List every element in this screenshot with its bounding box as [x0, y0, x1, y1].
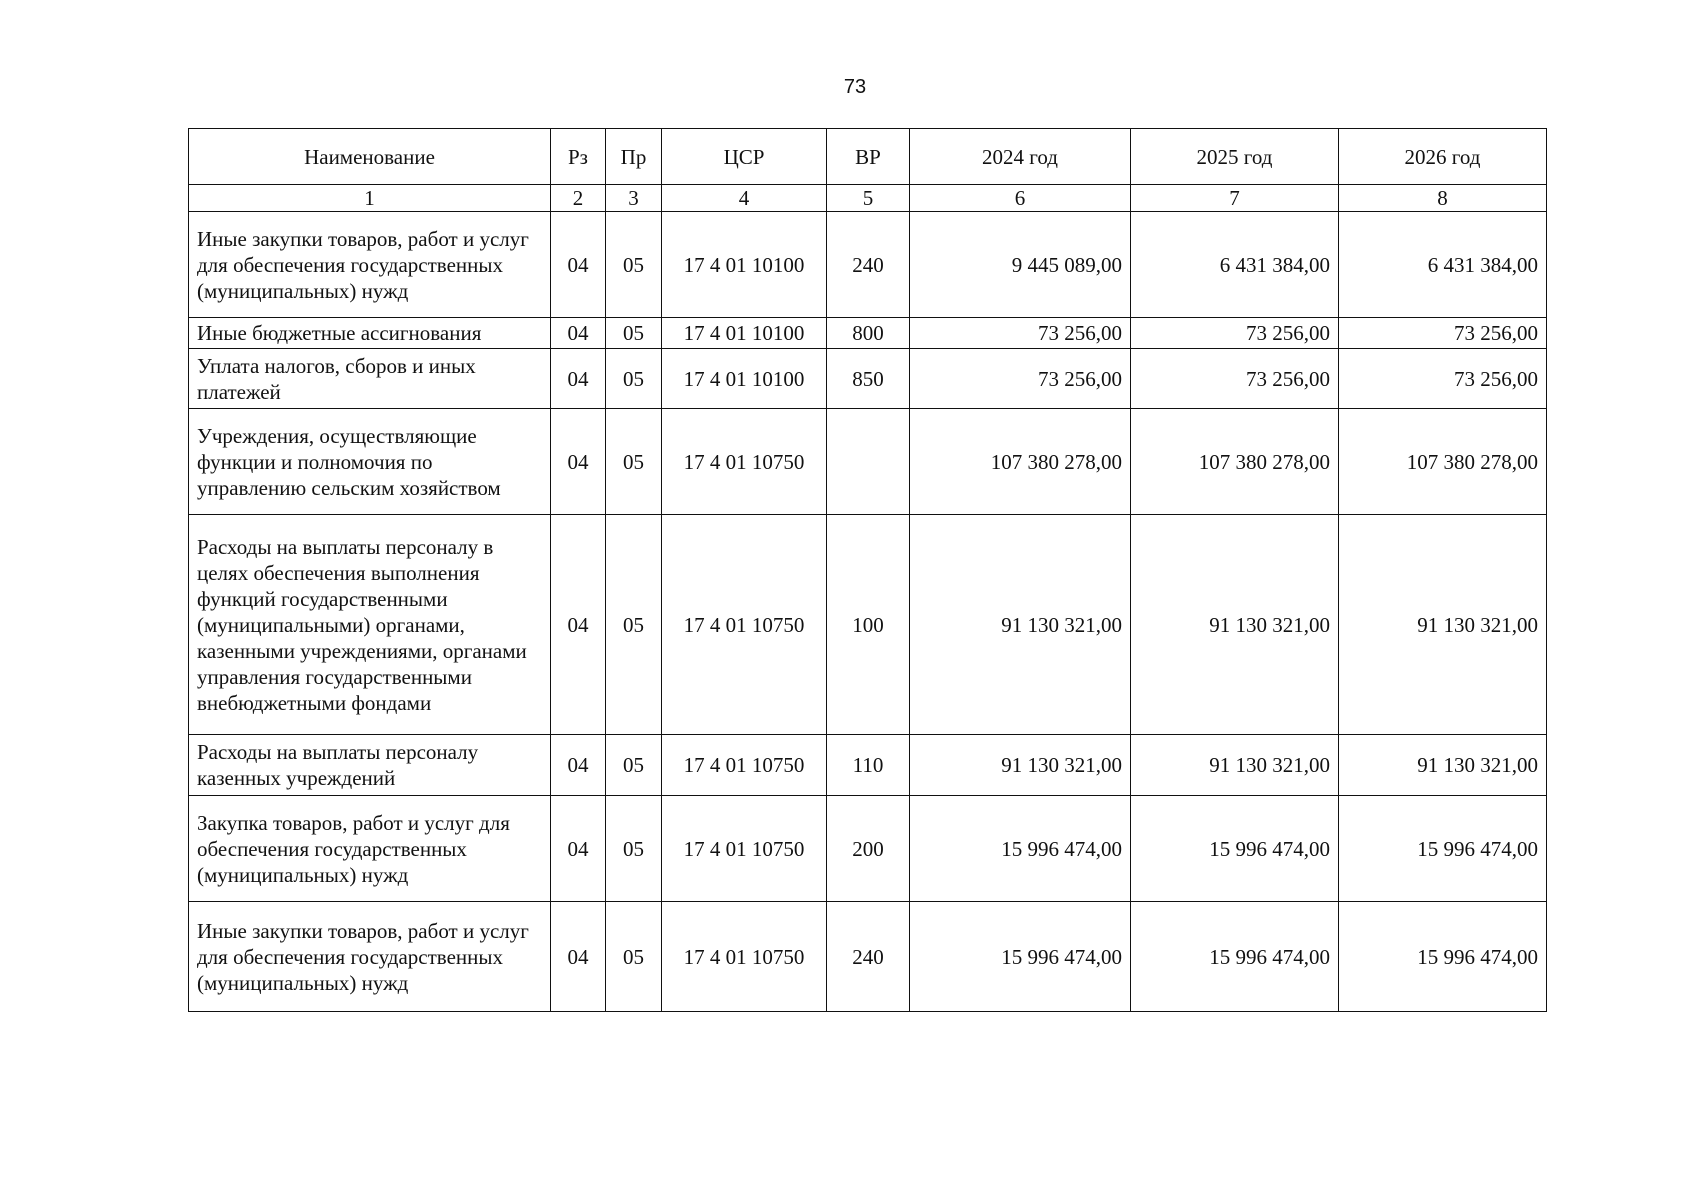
- row-pr: 05: [606, 902, 662, 1012]
- row-name: Иные закупки товаров, работ и услуг для обеспечения государственных (муниципальных) нужд: [189, 902, 551, 1012]
- row-csr: 17 4 01 10100: [662, 349, 827, 409]
- row-name: Уплата налогов, сборов и иных платежей: [189, 349, 551, 409]
- row-rz: 04: [551, 409, 606, 515]
- column-number: 1: [189, 185, 551, 212]
- row-name: Учреждения, осуществляющие функции и полномочия по управлению сельским хозяйством: [189, 409, 551, 515]
- row-pr: 05: [606, 318, 662, 349]
- header-2024: 2024 год: [910, 129, 1131, 185]
- row-amount-2025: 15 996 474,00: [1131, 902, 1339, 1012]
- page-number: 73: [843, 76, 867, 98]
- table-row: [189, 735, 1547, 796]
- budget-table: [188, 128, 1547, 1012]
- row-csr: 17 4 01 10750: [662, 796, 827, 902]
- header-2025: 2025 год: [1131, 129, 1339, 185]
- row-name: Иные закупки товаров, работ и услуг для обеспечения государственных (муниципальных) нужд: [189, 212, 551, 318]
- row-vr: 200: [827, 796, 910, 902]
- row-amount-2026: 73 256,00: [1339, 318, 1547, 349]
- row-vr: 240: [827, 212, 910, 318]
- column-number: 2: [551, 185, 606, 212]
- row-amount-2026: 6 431 384,00: [1339, 212, 1547, 318]
- table-row: [189, 515, 1547, 735]
- row-amount-2026: 91 130 321,00: [1339, 515, 1547, 735]
- row-rz: 04: [551, 318, 606, 349]
- row-name: Расходы на выплаты персоналу казенных учреждений: [189, 735, 551, 796]
- table-row: [189, 796, 1547, 902]
- header-vr: ВР: [827, 129, 910, 185]
- row-amount-2025: 107 380 278,00: [1131, 409, 1339, 515]
- row-pr: 05: [606, 409, 662, 515]
- column-number: 8: [1339, 185, 1547, 212]
- row-pr: 05: [606, 349, 662, 409]
- row-rz: 04: [551, 349, 606, 409]
- row-pr: 05: [606, 212, 662, 318]
- row-amount-2024: 107 380 278,00: [910, 409, 1131, 515]
- table-row: [189, 212, 1547, 318]
- row-csr: 17 4 01 10750: [662, 515, 827, 735]
- row-amount-2025: 15 996 474,00: [1131, 796, 1339, 902]
- header-rz: Рз: [551, 129, 606, 185]
- column-number: 4: [662, 185, 827, 212]
- row-amount-2026: 15 996 474,00: [1339, 902, 1547, 1012]
- table-row: [189, 902, 1547, 1012]
- column-number: 3: [606, 185, 662, 212]
- row-vr: 850: [827, 349, 910, 409]
- column-number: 5: [827, 185, 910, 212]
- row-amount-2024: 91 130 321,00: [910, 515, 1131, 735]
- row-rz: 04: [551, 515, 606, 735]
- row-amount-2024: 73 256,00: [910, 349, 1131, 409]
- row-rz: 04: [551, 902, 606, 1012]
- row-amount-2025: 6 431 384,00: [1131, 212, 1339, 318]
- row-amount-2026: 15 996 474,00: [1339, 796, 1547, 902]
- row-vr: [827, 409, 910, 515]
- row-amount-2024: 9 445 089,00: [910, 212, 1131, 318]
- column-number: 6: [910, 185, 1131, 212]
- row-vr: 240: [827, 902, 910, 1012]
- table-row: [189, 318, 1547, 349]
- row-amount-2025: 73 256,00: [1131, 349, 1339, 409]
- row-vr: 100: [827, 515, 910, 735]
- row-csr: 17 4 01 10100: [662, 212, 827, 318]
- row-rz: 04: [551, 735, 606, 796]
- row-amount-2025: 91 130 321,00: [1131, 735, 1339, 796]
- header-csr: ЦСР: [662, 129, 827, 185]
- row-amount-2026: 107 380 278,00: [1339, 409, 1547, 515]
- column-number-row: [189, 185, 1547, 212]
- row-rz: 04: [551, 212, 606, 318]
- row-name: Иные бюджетные ассигнования: [189, 318, 551, 349]
- header-name: Наименование: [189, 129, 551, 185]
- header-pr: Пр: [606, 129, 662, 185]
- row-pr: 05: [606, 796, 662, 902]
- row-pr: 05: [606, 515, 662, 735]
- row-amount-2025: 91 130 321,00: [1131, 515, 1339, 735]
- header-2026: 2026 год: [1339, 129, 1547, 185]
- row-csr: 17 4 01 10750: [662, 735, 827, 796]
- row-amount-2025: 73 256,00: [1131, 318, 1339, 349]
- row-csr: 17 4 01 10750: [662, 902, 827, 1012]
- table-row: [189, 349, 1547, 409]
- row-vr: 110: [827, 735, 910, 796]
- row-csr: 17 4 01 10100: [662, 318, 827, 349]
- row-amount-2026: 73 256,00: [1339, 349, 1547, 409]
- row-vr: 800: [827, 318, 910, 349]
- row-rz: 04: [551, 796, 606, 902]
- row-amount-2024: 73 256,00: [910, 318, 1131, 349]
- header-row: [189, 129, 1547, 185]
- row-pr: 05: [606, 735, 662, 796]
- row-csr: 17 4 01 10750: [662, 409, 827, 515]
- row-amount-2024: 15 996 474,00: [910, 796, 1131, 902]
- row-amount-2024: 91 130 321,00: [910, 735, 1131, 796]
- table-row: [189, 409, 1547, 515]
- column-number: 7: [1131, 185, 1339, 212]
- row-amount-2024: 15 996 474,00: [910, 902, 1131, 1012]
- row-amount-2026: 91 130 321,00: [1339, 735, 1547, 796]
- row-name: Расходы на выплаты персоналу в целях обеспечения выполнения функций государственными (муниципальными) органами, казенными учреждениями, органами управления государственными внебюджетными фондами: [189, 515, 551, 735]
- row-name: Закупка товаров, работ и услуг для обеспечения государственных (муниципальных) нужд: [189, 796, 551, 902]
